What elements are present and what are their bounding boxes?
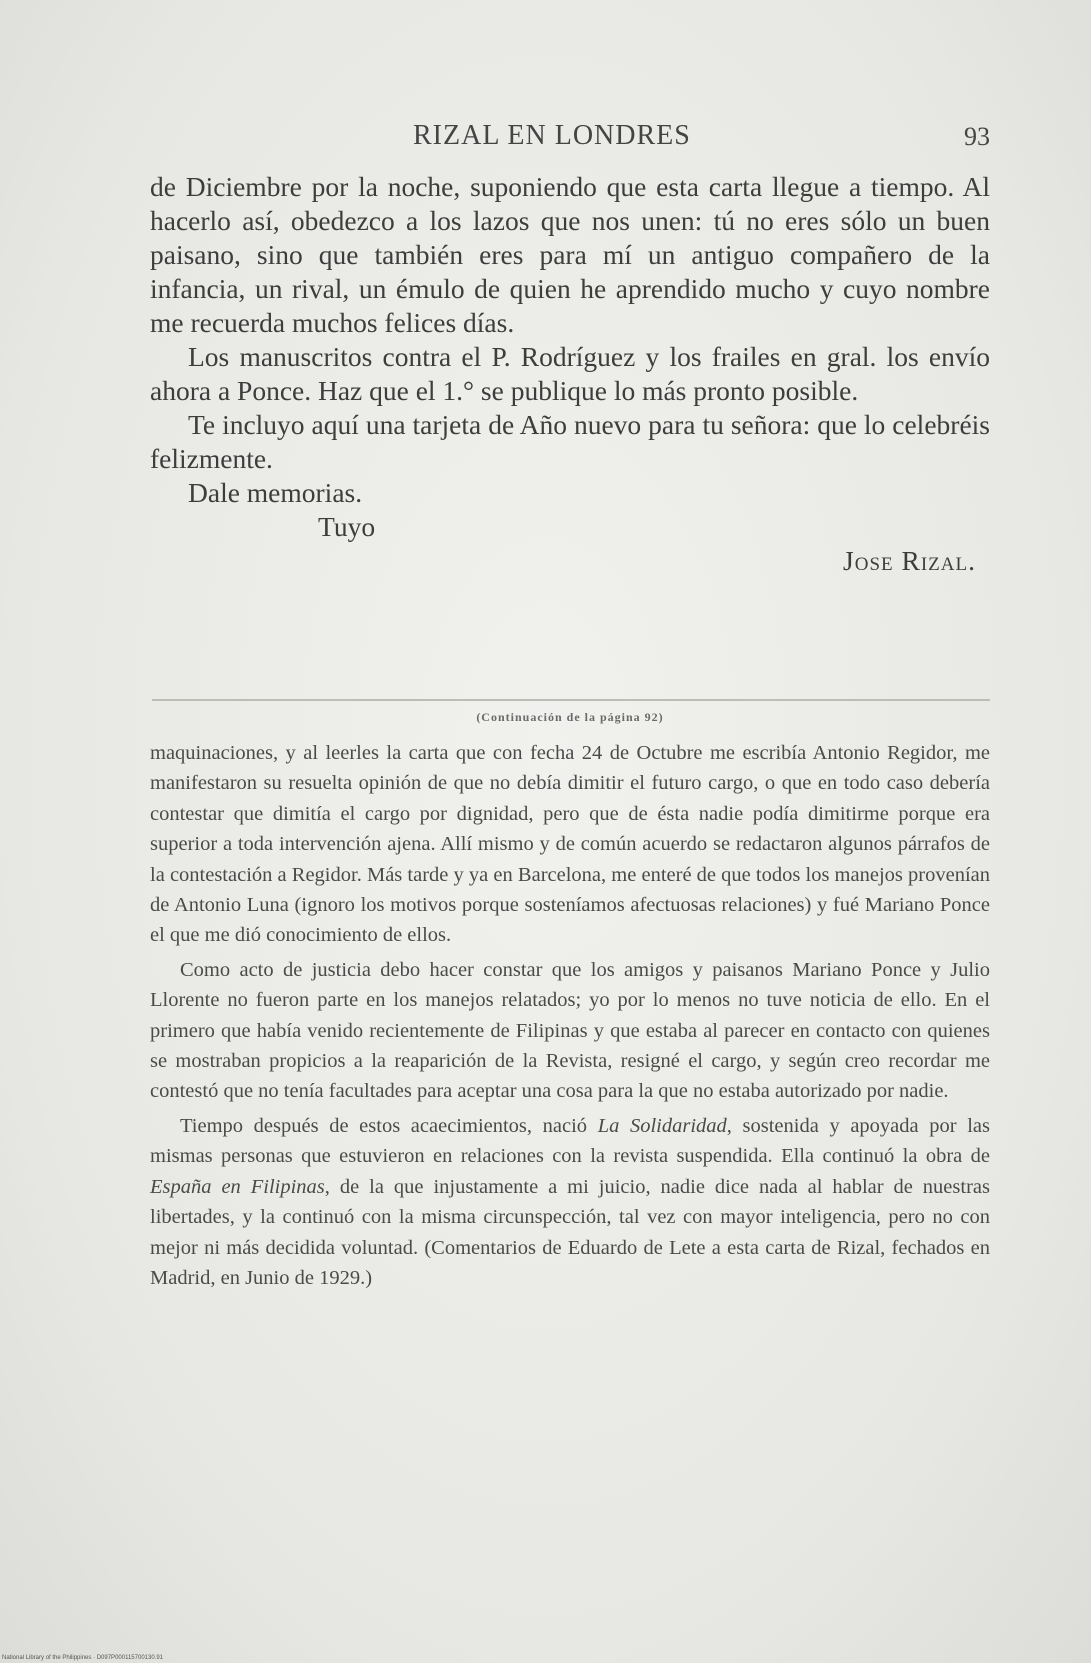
commentary-text-segment: Tiempo después de estos acaecimientos, nació [180,1114,598,1137]
running-title: RIZAL EN LONDRES [413,120,691,151]
publication-title-espana-en-filipinas: España en Filipinas [150,1175,325,1198]
letter-paragraph-2: Los manuscritos contra el P. Rodríguez y los frailes en gral. los envío ahora a Ponce. Haz que el 1.° se publique lo más pronto posible. [150,341,990,406]
commentary-paragraph-1: maquinaciones, y al leerles la carta que con fecha 24 de Octubre me escribía Antonio Regidor, me manifestaron su resuelta opinión de que no debía dimitir el futuro cargo, o que en todo caso debería contestar que dimitía el cargo por dignidad, pero que de ésta nadie podía dimitirme porque era superior a toda intervención ajena. Allí mismo y de común acuerdo se redactaron algunos párrafos de la contestación a Regidor. Más tarde y ya en Barcelona, me enteré de que todos los manejos provenían de Antonio Luna (ignoro los motivos porque sosteníamos afectuosas relaciones) y fué Mariano Ponce el que me dió conocimiento de ellos. [150,742,990,947]
commentary-text-segment: , de la que injustamente a mi juicio, nadie dice nada al hablar de nuestras libertades, y la continuó con la misma circunspección, tal vez con mayor inteligencia, pero no con mejor ni más decidida voluntad. (Comentarios de Eduardo de Lete a esta carta de Rizal, fechados en Madrid, en Junio de 1929.) [150,1175,990,1289]
letter-valediction: Tuyo [318,511,376,542]
continuation-note: (Continuación de la página 92) [476,710,664,724]
letter-paragraph-1: de Diciembre por la noche, suponiendo que esta carta llegue a tiempo. Al hacerlo así, obedezco a los lazos que nos unen: tú no eres sólo un buen paisano, sino que también eres para mí un antiguo compañero de la infancia, un rival, un émulo de quien he aprendido mucho y cuyo nombre me recuerda muchos felices días. [150,171,990,338]
commentary-text-segment: , sostenida y apoyada por las mismas personas que estuvieron en relaciones con la revista suspendida. Ella continuó la obra de [150,1114,990,1168]
letter-closing: Dale memorias. [188,477,363,508]
letter-paragraph-3: Te incluyo aquí una tarjeta de Año nuevo para tu señora: que lo celebréis felizmente. [150,409,990,474]
letter-signature: Jose Rizal. [843,545,976,576]
commentary-paragraph-2: Como acto de justicia debo hacer constar que los amigos y paisanos Mariano Ponce y Julio Llorente no fueron parte en los manejos relatados; yo por lo menos no tuve noticia de ello. En el primero que había venido recientemente de Filipinas y que estaba al parecer en contacto con quienes se mostraban propicios a la reaparición de la Revista, resigné el cargo, y según creo recordar me contestó que no tenía facultades para aceptar una cosa para la que no estaba autorizado por nadie. [150,958,990,1103]
page-header [150,120,990,160]
commentary-body [150,738,990,1297]
page-number: 93 [964,122,990,151]
section-divider [152,699,990,701]
letter-body [150,170,990,578]
publication-title-solidaridad: La Solidaridad [597,1114,727,1137]
commentary-paragraph-3 [150,1111,990,1293]
archive-credit: National Library of the Philippines · D097P000115700130.91 [2,1655,164,1661]
